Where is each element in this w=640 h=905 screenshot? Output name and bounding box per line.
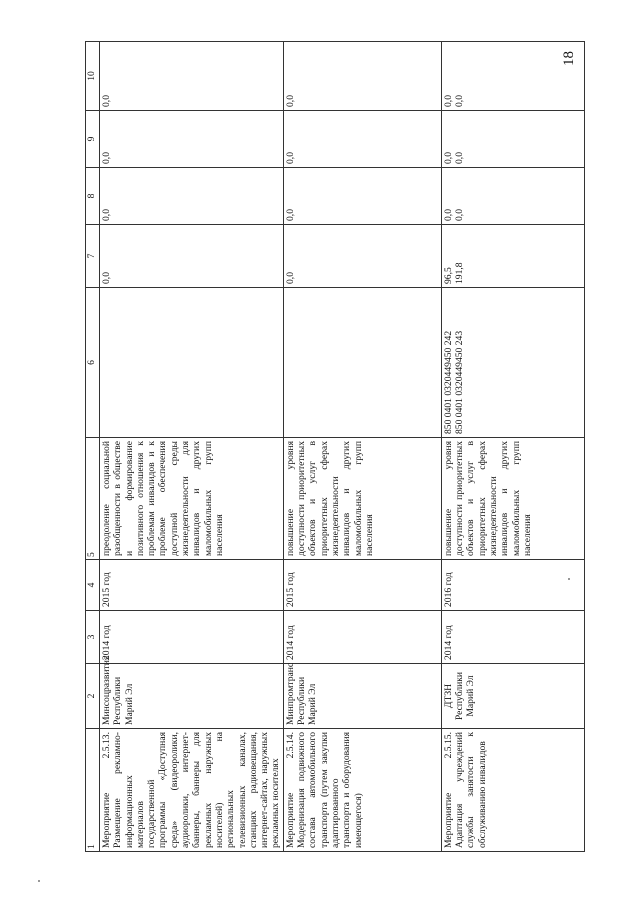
header-col-5: 5 — [86, 438, 100, 560]
amount-cell — [283, 42, 441, 111]
amount-cell — [283, 225, 441, 288]
executor-cell: ДТЗН Республики Марий Эл — [441, 664, 584, 729]
header-col-10: 10 — [86, 42, 100, 111]
header-col-9: 9 — [86, 111, 100, 168]
amount-value: 0,0 — [284, 209, 296, 221]
amount-value: 0,0 — [454, 95, 466, 107]
budget-table — [85, 41, 585, 852]
end-year-cell: 2016 год — [441, 560, 584, 611]
start-year-cell: 2014 год — [441, 611, 584, 664]
measure-cell: Мероприятие 2.5.15. Адаптация учреждений службы занятости к обслуживанию инвалидов — [441, 729, 584, 852]
header-col-7: 7 — [86, 225, 100, 288]
amount-value: 0,0 — [454, 209, 466, 221]
amount-value: 0,0 — [101, 95, 112, 107]
amount-cell — [283, 168, 441, 225]
measure-cell: Мероприятие 2.5.14. Модернизация подвижного состава автомобильного транспорта (путем закупки адаптированного транспорта и оборудования имеющегося) — [283, 729, 441, 852]
amount-value: 0,0 — [101, 152, 112, 164]
executor-cell: Минсоцразвития Республики Марий Эл — [100, 664, 284, 729]
scan-speck — [568, 578, 570, 580]
amount-value: 0,0 — [284, 152, 296, 164]
start-year-cell: 2014 год — [283, 611, 441, 664]
amount-cell — [100, 225, 284, 288]
table-row — [283, 42, 441, 852]
budget-code-cell — [283, 288, 441, 438]
header-col-8: 8 — [86, 168, 100, 225]
measure-cell: Мероприятие 2.5.13. Размещение рекламно-информационных материалов государственной программы «Доступная среда» (видеоролики, аудиоролики, интернет-баннеры, баннеры для рекламных наружных носителей) на региональных телевизионных каналах, станциях радиовещания, интернет-сайтах, наружных рекламных носителях — [100, 729, 284, 852]
header-col-4: 4 — [86, 560, 100, 611]
budget-code-cell — [441, 288, 584, 438]
amount-value: 191,8 — [454, 262, 466, 284]
header-col-1: 1 — [86, 729, 100, 852]
amount-value: 0,0 — [454, 152, 466, 164]
end-year-cell: 2015 год — [100, 560, 284, 611]
page-number: 18 — [561, 51, 577, 66]
amount-value: 0,0 — [442, 152, 454, 164]
amount-value: 0,0 — [284, 272, 296, 284]
header-col-3: 3 — [86, 611, 100, 664]
amount-cell — [441, 42, 584, 111]
header-col-2: 2 — [86, 664, 100, 729]
amount-cell — [441, 111, 584, 168]
header-col-6: 6 — [86, 288, 100, 438]
amount-cell — [441, 225, 584, 288]
amount-value: 96,5 — [442, 267, 454, 284]
end-year-cell: 2015 год — [283, 560, 441, 611]
amount-value: 0,0 — [284, 95, 296, 107]
amount-value: 0,0 — [101, 272, 112, 284]
result-cell: повышение уровня доступности приоритетных объектов и услуг в приоритетных сферах жизнедеятельности инвалидов и других маломобильных групп населения — [441, 438, 584, 560]
rotated-sheet — [85, 52, 612, 852]
start-year-cell: 2014 год — [100, 611, 284, 664]
amount-value: 0,0 — [101, 209, 112, 221]
table-row — [441, 42, 584, 852]
amount-cell — [100, 168, 284, 225]
budget-code: 850 0401 0320449450 242 — [442, 330, 454, 434]
budget-code: 850 0401 0320449450 243 — [454, 330, 466, 434]
amount-value: 0,0 — [442, 95, 454, 107]
amount-value: 0,0 — [442, 209, 454, 221]
result-cell: повышение уровня доступности приоритетных объектов и услуг в приоритетных сферах жизнедеятельности инвалидов и других маломобильных групп населения — [283, 438, 441, 560]
executor-cell: Минпромтранс Республики Марий Эл — [283, 664, 441, 729]
amount-cell — [441, 168, 584, 225]
scan-speck — [38, 880, 40, 882]
result-cell: преодоление социальной разобщенности в обществе и формирование позитивного отношения к проблемам инвалидов и к проблеме обеспечения доступной среды жизнедеятельности для инвалидов и других маломобильных групп населения — [100, 438, 284, 560]
budget-code-cell — [100, 288, 284, 438]
amount-cell — [100, 42, 284, 111]
header-row — [86, 42, 100, 852]
table-row — [100, 42, 284, 852]
amount-cell — [283, 111, 441, 168]
amount-cell — [100, 111, 284, 168]
